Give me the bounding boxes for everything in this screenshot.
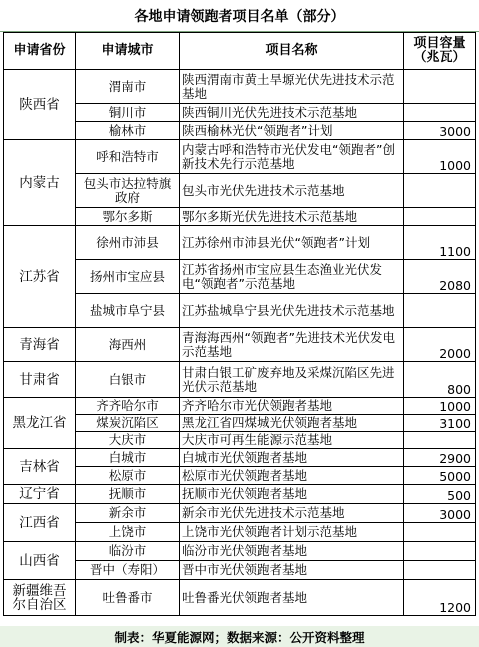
project-name-cell: 包头市光伏先进技术示范基地 xyxy=(180,174,404,208)
project-name-cell: 内蒙古呼和浩特市光伏发电“领跑者”创新技术先行示范基地 xyxy=(180,140,404,174)
capacity-cell: 5000 xyxy=(404,467,476,485)
province-cell: 江苏省 xyxy=(4,226,76,328)
city-cell: 扬州市宝应县 xyxy=(76,260,180,294)
project-name-cell: 青海海西州“领跑者”先进技术光伏发电示范基地 xyxy=(180,328,404,362)
project-name-cell: 陕西渭南市黄土旱塬光伏先进技术示范基地 xyxy=(180,70,404,104)
project-name-cell: 黑龙江省四煤城光伏领跑者基地 xyxy=(180,415,404,432)
project-name-cell: 陕西榆林光伏“领跑者”计划 xyxy=(180,122,404,140)
project-name-cell: 大庆市可再生能源示范基地 xyxy=(180,432,404,449)
city-cell: 鄂尔多斯 xyxy=(76,208,180,226)
header-row xyxy=(4,33,476,70)
table-footer: 制表：华夏能源网；数据来源：公开资料整理 xyxy=(0,626,479,647)
table-body xyxy=(4,70,476,616)
table-row xyxy=(4,485,476,504)
capacity-cell: 3000 xyxy=(404,122,476,140)
capacity-cell: 2900 xyxy=(404,449,476,467)
city-cell: 煤炭沉陷区 xyxy=(76,415,180,432)
city-cell: 齐齐哈尔市 xyxy=(76,398,180,415)
city-cell: 榆林市 xyxy=(76,122,180,140)
province-cell: 甘肃省 xyxy=(4,362,76,398)
project-name-cell: 鄂尔多斯光伏先进技术示范基地 xyxy=(180,208,404,226)
table-row xyxy=(4,398,476,415)
city-cell: 上饶市 xyxy=(76,523,180,542)
capacity-cell: 2080 xyxy=(404,260,476,294)
table-row xyxy=(4,70,476,104)
capacity-cell: 1000 xyxy=(404,140,476,174)
project-name-cell: 上饶市光伏领跑者计划示范基地 xyxy=(180,523,404,542)
project-name-cell: 新余市光伏先进技术示范基地 xyxy=(180,504,404,523)
province-cell: 黑龙江省 xyxy=(4,398,76,449)
header-capacity: 项目容量（兆瓦） xyxy=(404,33,476,70)
capacity-cell: 500 xyxy=(404,485,476,504)
project-name-cell: 临汾市光伏领跑者基地 xyxy=(180,542,404,561)
capacity-cell xyxy=(404,174,476,208)
province-cell: 陕西省 xyxy=(4,70,76,140)
capacity-cell: 800 xyxy=(404,362,476,398)
capacity-cell: 2000 xyxy=(404,328,476,362)
capacity-cell: 1100 xyxy=(404,226,476,260)
city-cell: 白城市 xyxy=(76,449,180,467)
city-cell: 徐州市沛县 xyxy=(76,226,180,260)
project-name-cell: 陕西铜川光伏先进技术示范基地 xyxy=(180,104,404,122)
project-name-cell: 吐鲁番光伏领跑者基地 xyxy=(180,580,404,616)
project-name-cell: 白城市光伏领跑者基地 xyxy=(180,449,404,467)
project-name-cell: 抚顺市光伏领跑者基地 xyxy=(180,485,404,504)
province-cell: 辽宁省 xyxy=(4,485,76,504)
province-cell: 山西省 xyxy=(4,542,76,580)
table-row xyxy=(4,504,476,523)
city-cell: 盐城市阜宁县 xyxy=(76,294,180,328)
project-name-cell: 齐齐哈尔市光伏领跑者基地 xyxy=(180,398,404,415)
header-province: 申请省份 xyxy=(4,33,76,70)
city-cell: 大庆市 xyxy=(76,432,180,449)
city-cell: 包头市达拉特旗政府 xyxy=(76,174,180,208)
project-name-cell: 江苏徐州市沛县光伏“领跑者”计划 xyxy=(180,226,404,260)
city-cell: 吐鲁番市 xyxy=(76,580,180,616)
city-cell: 新余市 xyxy=(76,504,180,523)
table-row xyxy=(4,542,476,561)
capacity-cell xyxy=(404,561,476,580)
city-cell: 铜川市 xyxy=(76,104,180,122)
project-name-cell: 江苏盐城阜宁县光伏先进技术示范基地 xyxy=(180,294,404,328)
header-project: 项目名称 xyxy=(180,33,404,70)
capacity-cell xyxy=(404,294,476,328)
city-cell: 海西州 xyxy=(76,328,180,362)
capacity-cell: 1000 xyxy=(404,398,476,415)
project-name-cell: 江苏省扬州市宝应县生态渔业光伏发电“领跑者”示范基地 xyxy=(180,260,404,294)
table-title: 各地申请领跑者项目名单（部分） xyxy=(0,0,479,32)
city-cell: 白银市 xyxy=(76,362,180,398)
capacity-cell: 3000 xyxy=(404,504,476,523)
city-cell: 松原市 xyxy=(76,467,180,485)
header-city: 申请城市 xyxy=(76,33,180,70)
capacity-cell xyxy=(404,432,476,449)
city-cell: 呼和浩特市 xyxy=(76,140,180,174)
table-row xyxy=(4,226,476,260)
table-row xyxy=(4,362,476,398)
province-cell: 青海省 xyxy=(4,328,76,362)
capacity-cell xyxy=(404,104,476,122)
table-row xyxy=(4,580,476,616)
project-name-cell: 晋中市光伏领跑者基地 xyxy=(180,561,404,580)
province-cell: 内蒙古 xyxy=(4,140,76,226)
project-table xyxy=(3,32,476,616)
capacity-cell xyxy=(404,208,476,226)
capacity-cell xyxy=(404,70,476,104)
city-cell: 晋中（寿阳） xyxy=(76,561,180,580)
province-cell: 新疆维吾尔自治区 xyxy=(4,580,76,616)
province-cell: 吉林省 xyxy=(4,449,76,485)
capacity-cell xyxy=(404,523,476,542)
city-cell: 临汾市 xyxy=(76,542,180,561)
capacity-cell xyxy=(404,542,476,561)
city-cell: 渭南市 xyxy=(76,70,180,104)
capacity-cell: 3100 xyxy=(404,415,476,432)
capacity-cell: 1200 xyxy=(404,580,476,616)
project-name-cell: 甘肃白银工矿废弃地及采煤沉陷区先进光伏示范基地 xyxy=(180,362,404,398)
table-row xyxy=(4,328,476,362)
table-row xyxy=(4,140,476,174)
province-cell: 江西省 xyxy=(4,504,76,542)
project-name-cell: 松原市光伏领跑者基地 xyxy=(180,467,404,485)
city-cell: 抚顺市 xyxy=(76,485,180,504)
table-row xyxy=(4,449,476,467)
